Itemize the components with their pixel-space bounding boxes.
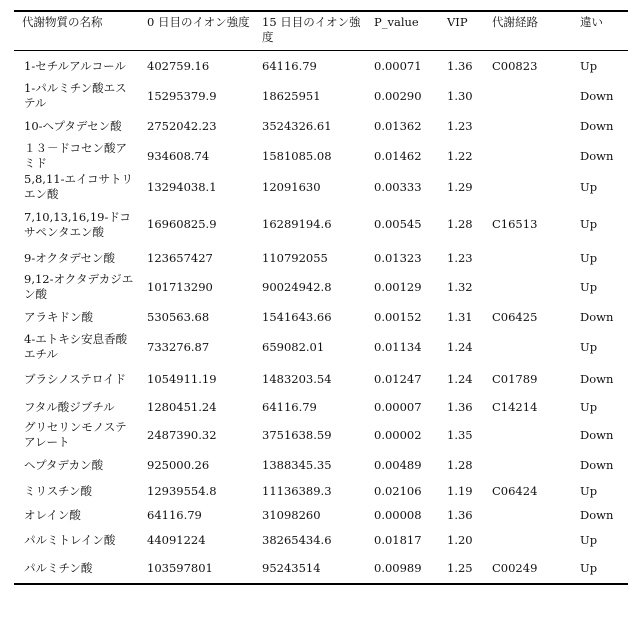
difference-direction: Down xyxy=(572,81,628,111)
p-value: 0.01247 xyxy=(366,363,439,395)
day15-intensity: 3524326.61 xyxy=(254,111,366,141)
metabolite-name: ヘプタデカン酸 xyxy=(14,451,139,479)
vip-value: 1.30 xyxy=(439,81,484,111)
day0-intensity: 2752042.23 xyxy=(139,111,254,141)
day15-intensity: 12091630 xyxy=(254,171,366,203)
difference-direction: Down xyxy=(572,303,628,331)
vip-value: 1.25 xyxy=(439,553,484,584)
pathway-id: C00249 xyxy=(484,553,572,584)
difference-direction: Up xyxy=(572,51,628,82)
header-p-value: P_value xyxy=(366,11,439,51)
table-row xyxy=(14,271,628,303)
vip-value: 1.20 xyxy=(439,528,484,553)
difference-direction: Up xyxy=(572,203,628,246)
vip-value: 1.36 xyxy=(439,395,484,419)
pathway-id xyxy=(484,331,572,363)
p-value: 0.00008 xyxy=(366,503,439,528)
pathway-id xyxy=(484,271,572,303)
day0-intensity: 1280451.24 xyxy=(139,395,254,419)
day15-intensity: 90024942.8 xyxy=(254,271,366,303)
pathway-id xyxy=(484,528,572,553)
table-row xyxy=(14,479,628,503)
day15-intensity: 31098260 xyxy=(254,503,366,528)
pathway-id xyxy=(484,81,572,111)
difference-direction: Down xyxy=(572,419,628,451)
difference-direction: Up xyxy=(572,271,628,303)
vip-value: 1.36 xyxy=(439,51,484,82)
header-difference: 違い xyxy=(572,11,628,51)
day0-intensity: 2487390.32 xyxy=(139,419,254,451)
table-row xyxy=(14,81,628,111)
day15-intensity: 95243514 xyxy=(254,553,366,584)
pathway-id xyxy=(484,451,572,479)
day0-intensity: 530563.68 xyxy=(139,303,254,331)
metabolite-name: アラキドン酸 xyxy=(14,303,139,331)
metabolite-name: 4-エトキシ安息香酸エチル xyxy=(14,331,139,363)
day0-intensity: 1054911.19 xyxy=(139,363,254,395)
metabolite-name: 9,12-オクタデカジエン酸 xyxy=(14,271,139,303)
day15-intensity: 11136389.3 xyxy=(254,479,366,503)
day0-intensity: 15295379.9 xyxy=(139,81,254,111)
table-row xyxy=(14,111,628,141)
table-row xyxy=(14,171,628,203)
table-row xyxy=(14,303,628,331)
pathway-id xyxy=(484,246,572,271)
day15-intensity: 3751638.59 xyxy=(254,419,366,451)
day15-intensity: 110792055 xyxy=(254,246,366,271)
vip-value: 1.24 xyxy=(439,331,484,363)
table-row xyxy=(14,553,628,584)
header-day15: 15 日目のイオン強度 xyxy=(254,11,366,51)
vip-value: 1.22 xyxy=(439,141,484,171)
metabolite-name: 1-セチルアルコール xyxy=(14,51,139,82)
difference-direction: Down xyxy=(572,451,628,479)
difference-direction: Down xyxy=(572,111,628,141)
metabolite-table xyxy=(14,10,628,585)
metabolite-name: １３－ドコセン酸アミド xyxy=(14,141,139,171)
pathway-id xyxy=(484,111,572,141)
day15-intensity: 38265434.6 xyxy=(254,528,366,553)
day0-intensity: 16960825.9 xyxy=(139,203,254,246)
p-value: 0.00152 xyxy=(366,303,439,331)
vip-value: 1.23 xyxy=(439,111,484,141)
table-header xyxy=(14,11,628,51)
day0-intensity: 934608.74 xyxy=(139,141,254,171)
pathway-id: C06424 xyxy=(484,479,572,503)
metabolite-name: パルミチン酸 xyxy=(14,553,139,584)
table-row xyxy=(14,451,628,479)
vip-value: 1.31 xyxy=(439,303,484,331)
p-value: 0.00007 xyxy=(366,395,439,419)
p-value: 0.00545 xyxy=(366,203,439,246)
p-value: 0.01362 xyxy=(366,111,439,141)
table-row xyxy=(14,141,628,171)
day15-intensity: 1581085.08 xyxy=(254,141,366,171)
day0-intensity: 64116.79 xyxy=(139,503,254,528)
day15-intensity: 1388345.35 xyxy=(254,451,366,479)
table-row xyxy=(14,395,628,419)
vip-value: 1.36 xyxy=(439,503,484,528)
metabolite-name: ブラシノステロイド xyxy=(14,363,139,395)
pathway-id: C01789 xyxy=(484,363,572,395)
table-row xyxy=(14,246,628,271)
difference-direction: Up xyxy=(572,395,628,419)
pathway-id: C06425 xyxy=(484,303,572,331)
p-value: 0.00989 xyxy=(366,553,439,584)
day0-intensity: 123657427 xyxy=(139,246,254,271)
day0-intensity: 12939554.8 xyxy=(139,479,254,503)
day15-intensity: 1483203.54 xyxy=(254,363,366,395)
metabolite-name: 5,8,11-エイコサトリエン酸 xyxy=(14,171,139,203)
pathway-id xyxy=(484,419,572,451)
day0-intensity: 402759.16 xyxy=(139,51,254,82)
vip-value: 1.28 xyxy=(439,451,484,479)
difference-direction: Down xyxy=(572,363,628,395)
vip-value: 1.32 xyxy=(439,271,484,303)
pathway-id xyxy=(484,141,572,171)
pathway-id xyxy=(484,503,572,528)
day15-intensity: 659082.01 xyxy=(254,331,366,363)
day0-intensity: 103597801 xyxy=(139,553,254,584)
metabolite-name: 10-ヘプタデセン酸 xyxy=(14,111,139,141)
table-row xyxy=(14,528,628,553)
p-value: 0.01462 xyxy=(366,141,439,171)
difference-direction: Up xyxy=(572,331,628,363)
pathway-id: C16513 xyxy=(484,203,572,246)
p-value: 0.01134 xyxy=(366,331,439,363)
day15-intensity: 16289194.6 xyxy=(254,203,366,246)
metabolite-name: グリセリンモノステアレート xyxy=(14,419,139,451)
p-value: 0.00071 xyxy=(366,51,439,82)
day0-intensity: 44091224 xyxy=(139,528,254,553)
p-value: 0.01817 xyxy=(366,528,439,553)
day15-intensity: 64116.79 xyxy=(254,51,366,82)
metabolite-name: オレイン酸 xyxy=(14,503,139,528)
day0-intensity: 13294038.1 xyxy=(139,171,254,203)
vip-value: 1.24 xyxy=(439,363,484,395)
difference-direction: Down xyxy=(572,503,628,528)
metabolite-name: フタル酸ジブチル xyxy=(14,395,139,419)
difference-direction: Up xyxy=(572,553,628,584)
table-row xyxy=(14,363,628,395)
header-vip: VIP xyxy=(439,11,484,51)
p-value: 0.00002 xyxy=(366,419,439,451)
vip-value: 1.35 xyxy=(439,419,484,451)
p-value: 0.00290 xyxy=(366,81,439,111)
vip-value: 1.28 xyxy=(439,203,484,246)
p-value: 0.00333 xyxy=(366,171,439,203)
table-row xyxy=(14,503,628,528)
day0-intensity: 101713290 xyxy=(139,271,254,303)
day15-intensity: 1541643.66 xyxy=(254,303,366,331)
header-name: 代謝物質の名称 xyxy=(14,11,139,51)
vip-value: 1.29 xyxy=(439,171,484,203)
metabolite-name: 7,10,13,16,19-ドコサペンタエン酸 xyxy=(14,203,139,246)
metabolite-name: 1-パルミチン酸エステル xyxy=(14,81,139,111)
pathway-id xyxy=(484,171,572,203)
vip-value: 1.19 xyxy=(439,479,484,503)
difference-direction: Up xyxy=(572,171,628,203)
pathway-id: C14214 xyxy=(484,395,572,419)
p-value: 0.00489 xyxy=(366,451,439,479)
header-pathway: 代謝経路 xyxy=(484,11,572,51)
header-day0: 0 日目のイオン強度 xyxy=(139,11,254,51)
metabolite-name: パルミトレイン酸 xyxy=(14,528,139,553)
table-row xyxy=(14,419,628,451)
day15-intensity: 18625951 xyxy=(254,81,366,111)
day0-intensity: 925000.26 xyxy=(139,451,254,479)
difference-direction: Down xyxy=(572,141,628,171)
table-row xyxy=(14,203,628,246)
difference-direction: Up xyxy=(572,528,628,553)
day0-intensity: 733276.87 xyxy=(139,331,254,363)
p-value: 0.00129 xyxy=(366,271,439,303)
difference-direction: Up xyxy=(572,479,628,503)
table-row xyxy=(14,331,628,363)
difference-direction: Up xyxy=(572,246,628,271)
vip-value: 1.23 xyxy=(439,246,484,271)
metabolite-name: 9-オクタデセン酸 xyxy=(14,246,139,271)
table-body xyxy=(14,51,628,585)
p-value: 0.02106 xyxy=(366,479,439,503)
day15-intensity: 64116.79 xyxy=(254,395,366,419)
header-row xyxy=(14,11,628,51)
document-page xyxy=(0,0,640,640)
pathway-id: C00823 xyxy=(484,51,572,82)
p-value: 0.01323 xyxy=(366,246,439,271)
table-row xyxy=(14,51,628,82)
metabolite-name: ミリスチン酸 xyxy=(14,479,139,503)
